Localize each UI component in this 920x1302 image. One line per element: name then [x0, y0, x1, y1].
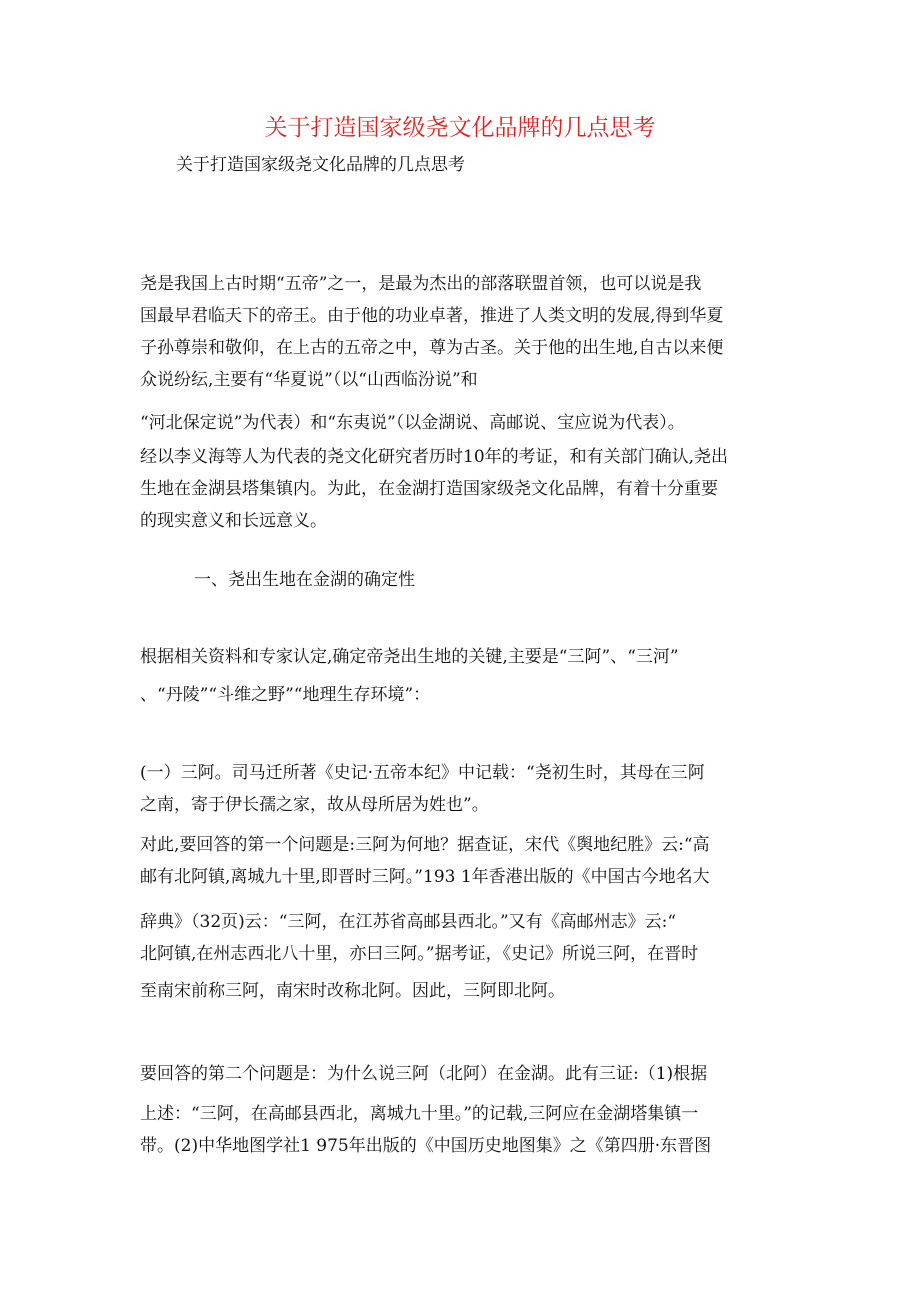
- paragraph-line: 对此,要回答的第一个问题是:三阿为何地？据查证，宋代《舆地纪胜》云:“高: [140, 835, 710, 855]
- paragraph-line: 北阿镇,在州志西北八十里，亦曰三阿。”据考证，《史记》所说三阿，在晋时: [140, 944, 699, 964]
- paragraph-line: 尧是我国上古时期“五帝”之一，是最为杰出的部落联盟首领，也可以说是我: [140, 274, 702, 294]
- document-title: 关于打造国家级尧文化品牌的几点思考: [264, 115, 656, 141]
- paragraph-line: “河北保定说”为代表）和“东夷说”（以金湖说、高邮说、宝应说为代表）。: [140, 413, 685, 433]
- paragraph-line: 邮有北阿镇,离城九十里,即晋时三阿。”193 1年香港出版的《中国古今地名大: [140, 867, 710, 887]
- paragraph-line: 子孙尊崇和敬仰，在上古的五帝之中，尊为古圣。关于他的出生地,自古以来便: [140, 338, 724, 358]
- document-subtitle: 关于打造国家级尧文化品牌的几点思考: [176, 155, 465, 175]
- paragraph-line: 之南，寄于伊长孺之家，故从母所居为姓也”。: [140, 795, 489, 815]
- paragraph-line: 的现实意义和长远意义。: [140, 511, 327, 531]
- paragraph-line: 要回答的第二个问题是：为什么说三阿（北阿）在金湖。此有三证:（1)根据: [140, 1064, 708, 1084]
- paragraph-line: 根据相关资料和专家认定,确定帝尧出生地的关键,主要是“三阿”、“三河”: [140, 647, 679, 667]
- paragraph-line: 辞典》（32页)云：“三阿，在江苏省高邮县西北。”又有《高邮州志》云:“: [140, 912, 677, 932]
- paragraph-line: (一）三阿。司马迁所著《史记·五帝本纪》中记载：“尧初生时，其母在三阿: [140, 763, 705, 783]
- paragraph-line: 带。(2)中华地图学社1 975年出版的《中国历史地图集》之《第四册·东晋图: [140, 1136, 712, 1156]
- paragraph-line: 上述：“三阿，在高邮县西北，离城九十里。”的记载,三阿应在金湖塔集镇一: [140, 1104, 699, 1124]
- paragraph-line: 经以李义海等人为代表的尧文化研究者历时10年的考证，和有关部门确认,尧出: [140, 447, 729, 467]
- section-heading: 一、尧出生地在金湖的确定性: [194, 570, 415, 590]
- paragraph-line: 国最早君临天下的帝王。由于他的功业卓著，推进了人类文明的发展,得到华夏: [140, 306, 724, 326]
- paragraph-line: 、“丹陵”“斗维之野”“地理生存环境”：: [140, 685, 431, 705]
- paragraph-line: 至南宋前称三阿，南宋时改称北阿。因此，三阿即北阿。: [140, 981, 565, 1001]
- paragraph-line: 生地在金湖县塔集镇内。为此，在金湖打造国家级尧文化品牌，有着十分重要: [140, 479, 718, 499]
- paragraph-line: 众说纷纭,主要有“华夏说”（以“山西临汾说”和: [140, 370, 478, 390]
